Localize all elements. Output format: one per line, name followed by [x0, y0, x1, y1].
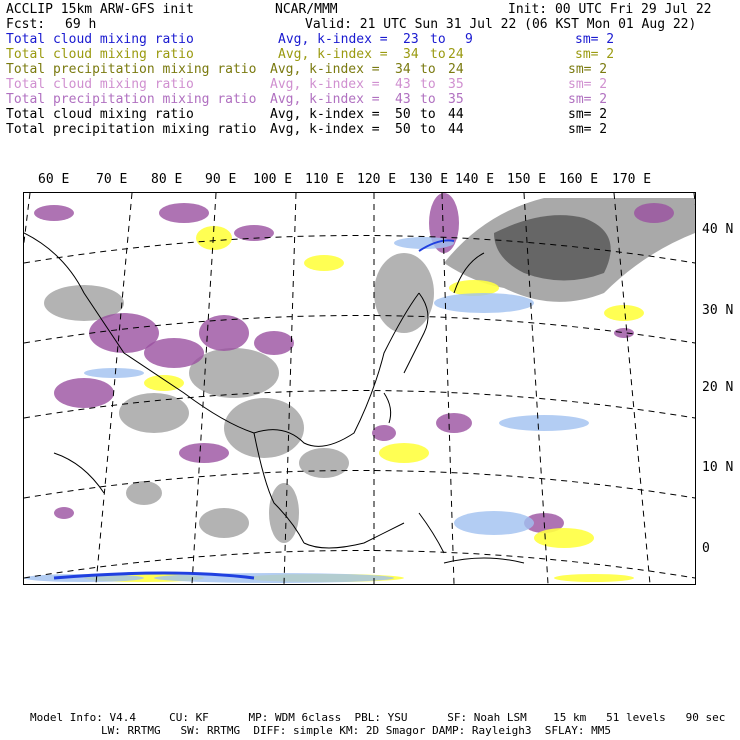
legend-avg-label: Avg, k-index =: [270, 77, 380, 92]
lat-label: 0: [702, 541, 710, 556]
cloud-patch: [199, 508, 249, 538]
legend-avg-label: Avg, k-index =: [278, 32, 388, 47]
cloud-yellow-patch: [379, 443, 429, 463]
precip-patch: [254, 331, 294, 355]
precip-patch: [54, 378, 114, 408]
lon-label: 140 E: [455, 172, 495, 187]
legend-avg-label: Avg, k-index =: [278, 47, 388, 62]
meridian-line: [694, 193, 695, 584]
precip-patch: [614, 328, 634, 338]
legend-k-to: 44: [448, 122, 464, 137]
cloud-blue-streak: [84, 368, 144, 378]
legend-sm: sm= 2: [568, 92, 608, 107]
lon-label: 80 E: [151, 172, 183, 187]
legend-field-name: Total cloud mixing ratio: [6, 47, 194, 62]
legend-k-to: 44: [448, 107, 464, 122]
legend-to: to: [420, 62, 436, 77]
model-title: ACCLIP 15km ARW-GFS init: [6, 2, 194, 17]
model-info-line1: Model Info: V4.4 CU: KF MP: WDM 6class PBL: YSU SF: Noah LSM 15 km 51 levels 90 sec: [30, 711, 726, 724]
lon-label: 120 E: [357, 172, 397, 187]
legend-avg-label: Avg, k-index =: [270, 92, 380, 107]
legend-avg-label: Avg, k-index =: [270, 107, 380, 122]
precip-patch: [436, 413, 472, 433]
legend-field-name: Total cloud mixing ratio: [6, 107, 194, 122]
legend-sm: sm= 2: [568, 77, 608, 92]
legend-to: to: [420, 92, 436, 107]
precip-patch: [54, 507, 74, 519]
coastline: [384, 393, 391, 423]
legend-k-from: 34: [403, 47, 419, 62]
coastline: [444, 558, 524, 563]
lon-label: 100 E: [253, 172, 293, 187]
coastline: [54, 453, 104, 493]
cloud-patch: [224, 398, 304, 458]
lon-label: 170 E: [612, 172, 652, 187]
legend-to: to: [430, 47, 446, 62]
legend-k-from: 43: [395, 92, 411, 107]
legend-field-name: Total precipitation mixing ratio: [6, 62, 257, 77]
lon-label: 110 E: [305, 172, 345, 187]
cloud-yellow-patch: [604, 305, 644, 321]
legend-avg-label: Avg, k-index =: [270, 122, 380, 137]
precip-patch: [179, 443, 229, 463]
lon-label: 60 E: [38, 172, 70, 187]
legend-sm: sm= 2: [568, 122, 608, 137]
legend-sm: sm= 2: [568, 62, 608, 77]
legend-k-to: 24: [448, 47, 464, 62]
coastline: [304, 523, 404, 548]
legend-to: to: [420, 122, 436, 137]
cloud-yellow-patch: [534, 528, 594, 548]
cloud-blue-streak: [499, 415, 589, 431]
fcst-label: Fcst:: [6, 17, 46, 32]
lon-label: 160 E: [559, 172, 599, 187]
legend-k-to: 9: [465, 32, 473, 47]
legend-k-to: 24: [448, 62, 464, 77]
meridian-line: [24, 193, 30, 584]
legend-to: to: [430, 32, 446, 47]
valid-time: Valid: 21 UTC Sun 31 Jul 22 (06 KST Mon 01 Aug 22): [305, 17, 697, 32]
fcst-value: 69 h: [65, 17, 97, 32]
coastline: [419, 513, 444, 553]
lon-label: 90 E: [205, 172, 237, 187]
legend-to: to: [420, 77, 436, 92]
legend-k-from: 23: [403, 32, 419, 47]
lat-label: 10 N: [702, 460, 734, 475]
lon-label: 150 E: [507, 172, 547, 187]
legend-k-from: 50: [395, 107, 411, 122]
legend-sm: sm= 2: [575, 47, 615, 62]
map-canvas: [24, 193, 695, 584]
lon-label: 130 E: [409, 172, 449, 187]
legend-sm: sm= 2: [575, 32, 615, 47]
legend-field-name: Total cloud mixing ratio: [6, 32, 194, 47]
org-label: NCAR/MMM: [275, 2, 338, 17]
precip-patch: [144, 338, 204, 368]
cloud-patch: [374, 253, 434, 333]
precip-patch: [372, 425, 396, 441]
init-time: Init: 00 UTC Fri 29 Jul 22: [508, 2, 712, 17]
legend-k-to: 35: [448, 92, 464, 107]
lat-label: 20 N: [702, 380, 734, 395]
cloud-patch: [126, 481, 162, 505]
lon-label: 70 E: [96, 172, 128, 187]
precip-patch: [159, 203, 209, 223]
cloud-blue-streak: [434, 293, 534, 313]
cloud-patch: [299, 448, 349, 478]
legend-sm: sm= 2: [568, 107, 608, 122]
legend-k-from: 43: [395, 77, 411, 92]
cloud-yellow-patch: [304, 255, 344, 271]
map-panel: [23, 192, 696, 585]
legend-field-name: Total precipitation mixing ratio: [6, 122, 257, 137]
legend-k-to: 35: [448, 77, 464, 92]
legend-k-from: 34: [395, 62, 411, 77]
model-info-line2: LW: RRTMG SW: RRTMG DIFF: simple KM: 2D Smagor DAMP: Rayleigh3 SFLAY: MM5: [101, 724, 611, 737]
legend-avg-label: Avg, k-index =: [270, 62, 380, 77]
legend-field-name: Total cloud mixing ratio: [6, 77, 194, 92]
legend-field-name: Total precipitation mixing ratio: [6, 92, 257, 107]
parallel-line: [24, 471, 695, 499]
legend-to: to: [420, 107, 436, 122]
legend-k-from: 50: [395, 122, 411, 137]
lat-label: 30 N: [702, 303, 734, 318]
cloud-yellow-patch: [554, 574, 634, 582]
cloud-patch: [119, 393, 189, 433]
precip-patch: [634, 203, 674, 223]
precip-patch: [34, 205, 74, 221]
lat-label: 40 N: [702, 222, 734, 237]
cloud-blue-streak: [454, 511, 534, 535]
